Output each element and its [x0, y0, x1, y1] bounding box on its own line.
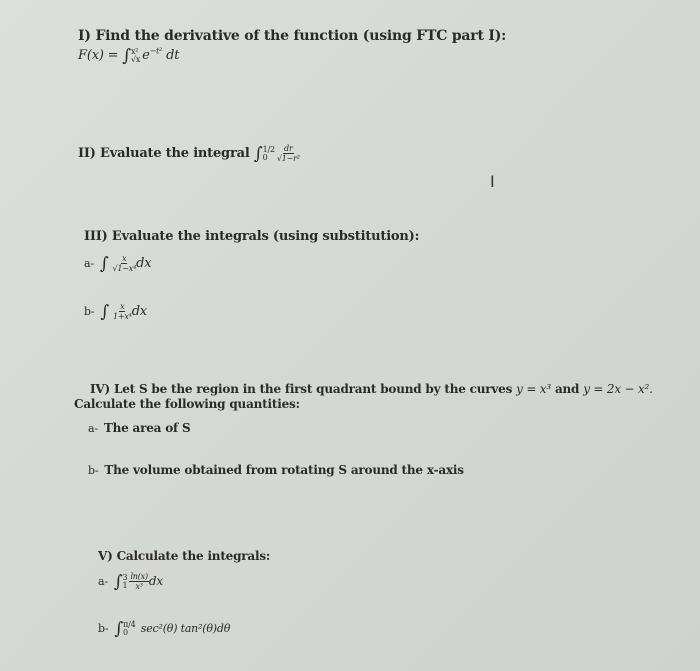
q3-a-fraction — [112, 254, 136, 273]
integral-sign-icon: ∫ — [99, 254, 109, 274]
q5-a-upper: 3 — [122, 572, 128, 582]
q3-a-den: √1−x⁴ — [112, 264, 137, 273]
q5-a-dx: dx — [148, 574, 163, 588]
q1-title: I) Find the derivative of the function (using FTC part I): — [78, 28, 507, 44]
q3-b-num: x — [120, 302, 125, 311]
q5-a-label: a- — [98, 575, 108, 588]
q3-b — [84, 302, 147, 322]
q4-b-label: b- — [88, 464, 99, 477]
q1-lhs: F(x) = — [78, 48, 123, 63]
q4-eq1: y = x³ — [516, 382, 551, 396]
q2-den: √1−r² — [276, 154, 300, 163]
q4-text: IV) Let S be the region in the first quadrant bound by the curves — [90, 382, 517, 396]
q5-b-expr: sec²(θ) tan²(θ)dθ — [140, 622, 231, 635]
integral-sign-icon: ∫ — [113, 572, 123, 592]
q1-limits — [131, 48, 140, 64]
q1-lower: √x — [130, 54, 141, 64]
q5-b-lower: 0 — [123, 628, 128, 637]
q2-upper: 1/2 — [262, 144, 275, 154]
q3-a-label: a- — [84, 257, 94, 270]
q5-a-fraction — [129, 572, 148, 591]
q4-line1 — [90, 382, 653, 396]
text-cursor-icon: I — [490, 172, 495, 191]
q1-expression — [78, 46, 179, 66]
q5-a-num: ln(x) — [130, 572, 148, 581]
q3-title: III) Evaluate the integrals (using substitution): — [84, 229, 420, 244]
q4-a-label: a- — [88, 422, 98, 435]
q1-exponent: −t² — [149, 46, 163, 56]
q2-title: II) Evaluate the integral — [78, 146, 254, 161]
q2-limits — [263, 146, 275, 162]
q4-line2: Calculate the following quantities: — [74, 397, 300, 411]
q4-and: and — [550, 382, 584, 396]
q5-b-limits — [123, 621, 135, 637]
q2-num: dr — [284, 144, 293, 153]
integral-sign-icon: ∫ — [114, 619, 124, 639]
q5-a-den: x³ — [135, 582, 143, 591]
q3-a-num: x — [122, 254, 127, 263]
q2-lower: 0 — [262, 152, 268, 162]
q4-eq2: y = 2x − x². — [583, 382, 653, 396]
q3-b-dx: dx — [131, 304, 147, 319]
q5-a-limits — [123, 574, 128, 590]
q5-b-upper: π/4 — [123, 620, 136, 629]
q3-b-den: 1+x⁴ — [112, 312, 132, 321]
q4-b-text: The volume obtained from rotating S around the x-axis — [104, 463, 464, 477]
q4-b — [88, 463, 464, 477]
q5-b — [98, 619, 230, 639]
q3-b-fraction — [113, 302, 132, 321]
q3-a-dx: dx — [136, 256, 152, 271]
q5-title: V) Calculate the integrals: — [98, 549, 271, 563]
q1-upper: x² — [130, 46, 139, 56]
q1-dt: dt — [162, 48, 180, 63]
integral-sign-icon: ∫ — [253, 144, 263, 164]
q3-b-label: b- — [84, 305, 95, 318]
q3-a — [84, 254, 151, 274]
q4-a-text: The area of S — [103, 421, 191, 435]
integral-sign-icon: ∫ — [100, 302, 110, 322]
q4-a — [88, 421, 190, 435]
q5-a — [98, 572, 163, 592]
q1-integrand: e — [142, 48, 150, 63]
q5-a-lower: 1 — [122, 580, 128, 590]
q5-b-label: b- — [98, 622, 109, 635]
q2 — [78, 144, 300, 164]
q2-fraction — [277, 144, 300, 163]
integral-sign-icon: ∫ — [122, 46, 131, 66]
